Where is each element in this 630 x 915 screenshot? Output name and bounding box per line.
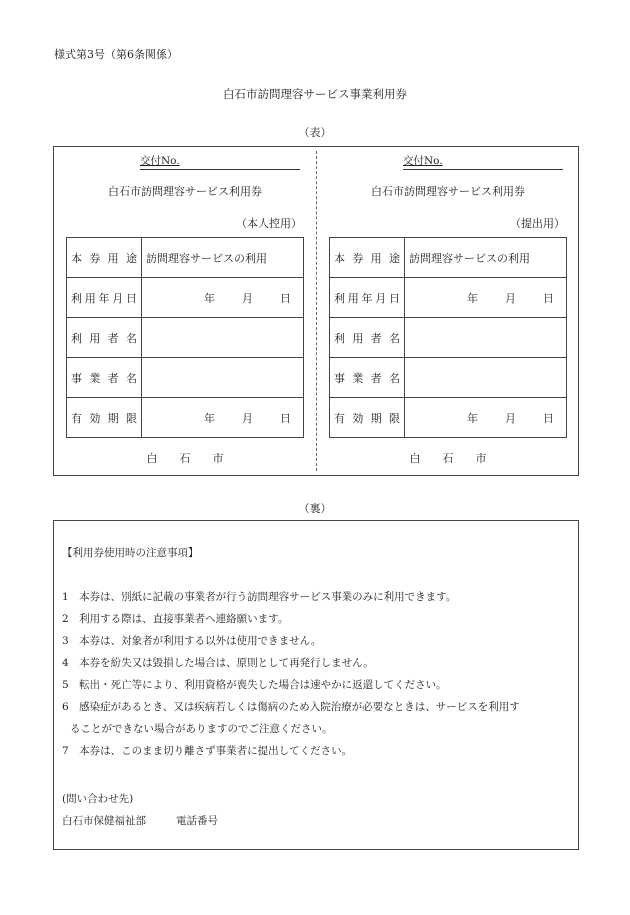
row-key: 本券用途 xyxy=(67,238,142,278)
row-key: 有効期限 xyxy=(330,398,405,438)
row-key: 利用年月日 xyxy=(330,278,405,318)
table-row xyxy=(67,318,304,358)
table-row xyxy=(67,398,304,438)
row-value: 訪問理容サービスの利用 xyxy=(405,238,567,278)
table-row xyxy=(67,238,304,278)
issue-number-field[interactable] xyxy=(403,153,563,170)
document-title: 白石市訪問理容サービス事業利用券 xyxy=(223,87,407,101)
row-key: 事業者名 xyxy=(330,358,405,398)
back-side-label: （裏） xyxy=(298,502,332,515)
coupon-back-panel xyxy=(53,520,579,850)
day-label: 日 xyxy=(543,411,554,425)
day-label: 日 xyxy=(280,411,291,425)
coupon-info-table xyxy=(66,237,304,438)
notes-heading: 【利用券使用時の注意事項】 xyxy=(62,547,199,559)
coupon-personal-copy xyxy=(54,147,316,475)
contact-phone-label: 電話番号 xyxy=(176,815,218,827)
issue-number-field[interactable] xyxy=(140,153,300,170)
expiry-date-field[interactable] xyxy=(405,398,567,438)
year-label: 年 xyxy=(204,291,215,305)
row-value: 訪問理容サービスの利用 xyxy=(142,238,304,278)
row-key: 利用年月日 xyxy=(67,278,142,318)
table-row xyxy=(330,318,567,358)
issuer-city: 白石市 xyxy=(146,452,246,465)
table-row xyxy=(67,278,304,318)
row-key: 事業者名 xyxy=(67,358,142,398)
provider-name-field[interactable] xyxy=(405,358,567,398)
table-row xyxy=(330,278,567,318)
day-label: 日 xyxy=(280,291,291,305)
usage-date-field[interactable] xyxy=(142,278,304,318)
user-name-field[interactable] xyxy=(142,318,304,358)
note-item: 2 利用する際は、直接事業者へ連絡願います。 xyxy=(62,613,289,625)
coupon-submission-copy xyxy=(317,147,579,475)
note-item: 7 本券は、このまま切り離さず事業者に提出してください。 xyxy=(62,745,353,757)
table-row xyxy=(67,358,304,398)
table-row xyxy=(330,398,567,438)
year-label: 年 xyxy=(467,411,478,425)
year-label: 年 xyxy=(204,411,215,425)
copy-type-label: （提出用） xyxy=(510,217,565,230)
note-item: 5 転出・死亡等により、利用資格が喪失した場合は速やかに返還してください。 xyxy=(62,679,447,691)
contact-department: 白石市保健福祉部 xyxy=(62,815,146,827)
row-key: 有効期限 xyxy=(67,398,142,438)
note-item: 6 感染症があるとき、又は疾病若しくは傷病のため入院治療が必要なときは、サービスを利用す xyxy=(62,701,520,713)
month-label: 月 xyxy=(505,291,516,305)
front-side-label: （表） xyxy=(298,126,332,139)
row-key: 利用者名 xyxy=(330,318,405,358)
provider-name-field[interactable] xyxy=(142,358,304,398)
day-label: 日 xyxy=(543,291,554,305)
table-row xyxy=(330,358,567,398)
form-number-label: 様式第3号（第6条関係） xyxy=(54,48,178,61)
note-item: 3 本券は、対象者が利用する以外は使用できません。 xyxy=(62,635,322,647)
issue-number-label: 交付No. xyxy=(403,155,443,167)
contact-heading: (問い合わせ先) xyxy=(62,793,134,805)
note-item: 4 本券を紛失又は毀損した場合は、原則として再発行しません。 xyxy=(62,657,374,669)
year-label: 年 xyxy=(467,291,478,305)
coupon-front-panel xyxy=(53,146,579,476)
month-label: 月 xyxy=(242,411,253,425)
coupon-info-table xyxy=(329,237,567,438)
note-item-continuation: ることができない場合がありますのでご注意ください。 xyxy=(70,723,333,735)
row-key: 利用者名 xyxy=(67,318,142,358)
issuer-city: 白石市 xyxy=(409,452,509,465)
user-name-field[interactable] xyxy=(405,318,567,358)
issue-number-label: 交付No. xyxy=(140,155,180,167)
copy-type-label: （本人控用） xyxy=(236,217,302,230)
usage-date-field[interactable] xyxy=(405,278,567,318)
coupon-title: 白石市訪問理容サービス利用券 xyxy=(108,185,262,198)
expiry-date-field[interactable] xyxy=(142,398,304,438)
month-label: 月 xyxy=(242,291,253,305)
table-row xyxy=(330,238,567,278)
row-key: 本券用途 xyxy=(330,238,405,278)
note-item: 1 本券は、別紙に記載の事業者が行う訪問理容サービス事業のみに利用できます。 xyxy=(62,591,457,603)
month-label: 月 xyxy=(505,411,516,425)
coupon-title: 白石市訪問理容サービス利用券 xyxy=(371,185,525,198)
